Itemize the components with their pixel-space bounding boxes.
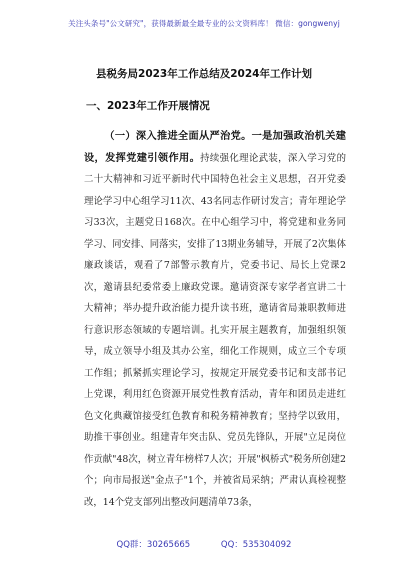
footer-contacts <box>0 538 408 550</box>
document-title: 县税务局2023年工作总结及2024年工作计划 <box>96 68 312 80</box>
document-body <box>84 126 346 513</box>
footer-qq-group: QQ群：30265665 <box>116 540 191 550</box>
body-paragraph: 持续强化理论武装，深入学习党的二十大精神和习近平新时代中国特色社会主义思想，召开党委理论学习中心组学习11次、43名同志作研讨发言；青年理论学习33次，主题党日168次。在中心组学习中，将党建和业务同学习、同安排、同落实，安排了13期业务辅导，开展了2次集体廉政谈话，观看了7部警示教育片，党委书记、局长上党课2次，邀请县纪委常委上廉政党课。邀请资深专家学者宣讲二十大精神；举办提升政治能力提升读书班，邀请省局兼职教师进行意识形态领域的专题培训。扎实开展主题教育，加强组织领导，成立领导小组及其办公室，细化工作规则，成立三个专项工作组；抓紧抓实理论学习，按规定开展党委书记和支部书记上党课，利用红色资源开展党性教育活动，青年和团员走进红色文化典藏馆接受红色教育和税务精神教育；坚持学以致用，助推干事创业。组建青年突击队、党员先锋队，开展"立足岗位作贡献"48次，树立青年榜样7人次；开展"枫桥式"税务所创建2个；向市局报送"金点子"1个，并被省局采纳；严肃认真检视整改，14个党支部列出整改问题清单73条， <box>84 152 346 508</box>
promo-banner: 关注头条号"公文研究"，获得最新最全最专业的公文资料库！ 微信：gongwenyj <box>68 19 340 28</box>
subsection-lead: （一）深入推进全面从严治党。一是加强政治机关建设，发挥党建引领作用。 <box>84 131 346 164</box>
footer-qq: QQ：535304092 <box>220 540 292 550</box>
section-heading: 一、2023年工作开展情况 <box>86 100 210 112</box>
